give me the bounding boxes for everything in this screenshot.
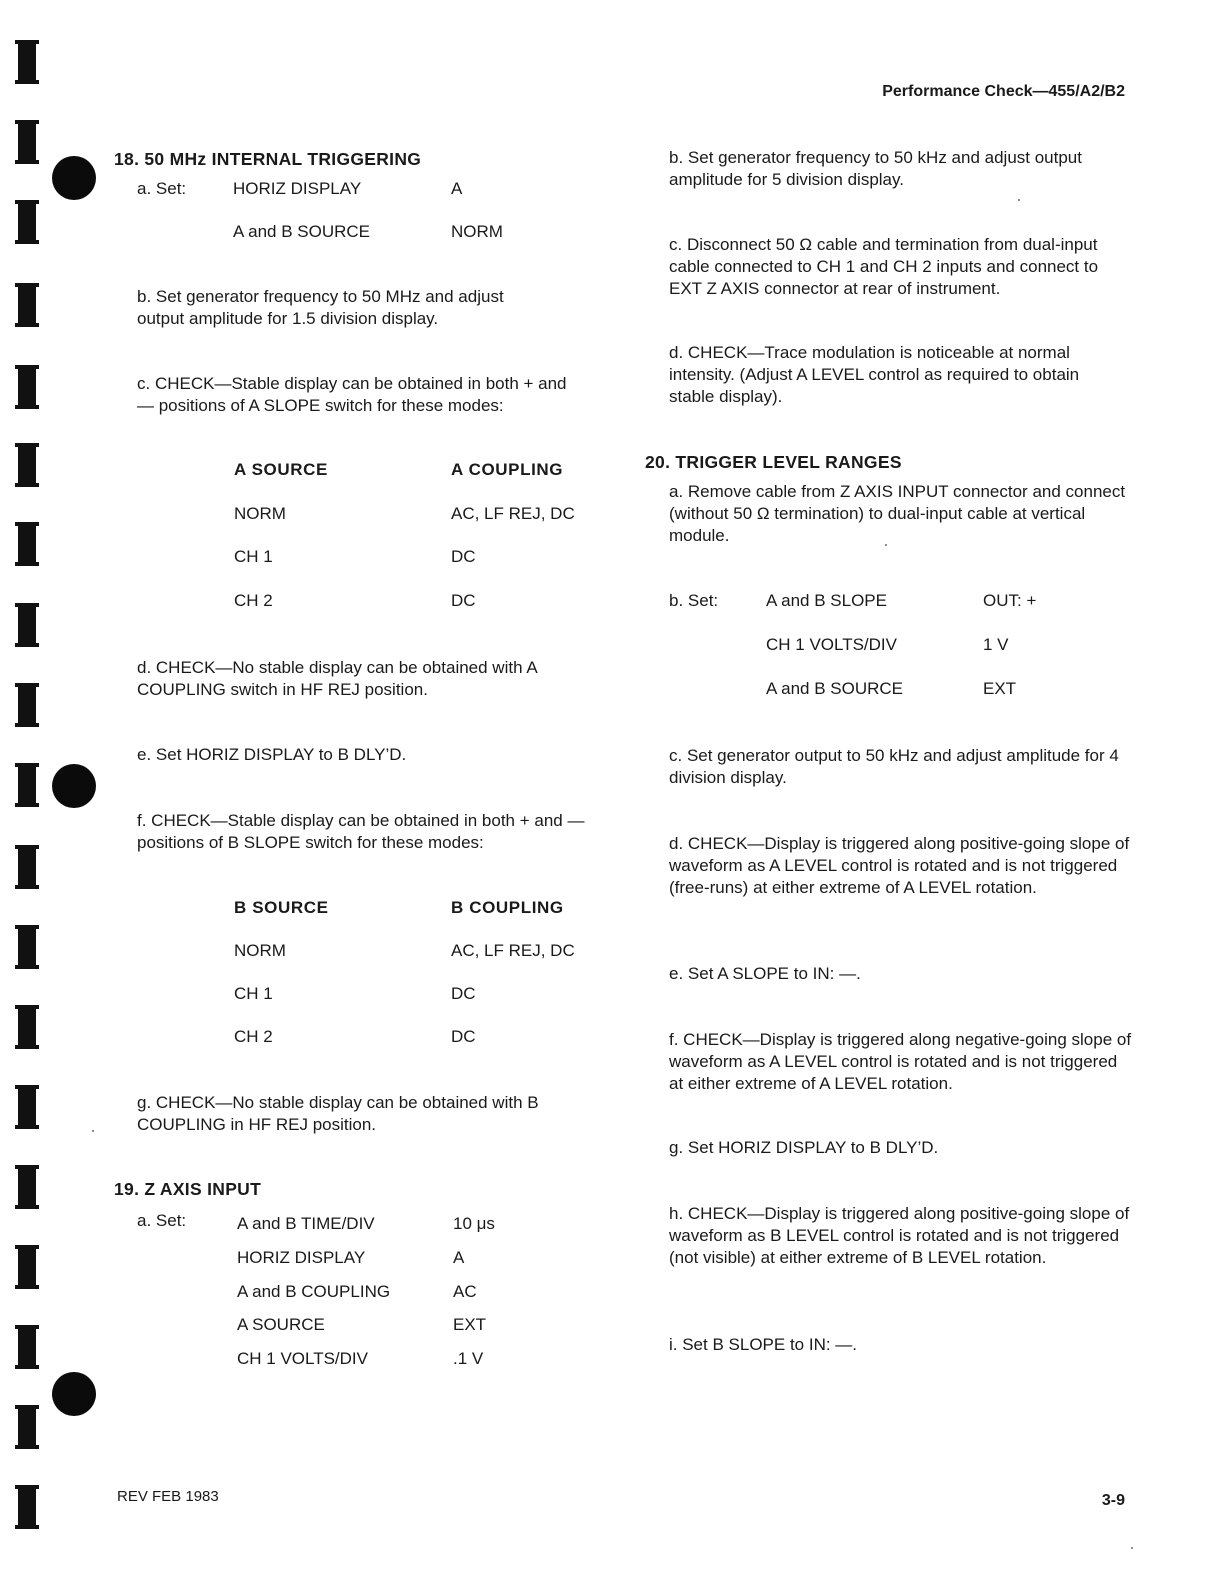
s19-a-label: a. Set: [137,1211,187,1230]
s18-step-g: g. CHECK—No stable display can be obtained with B COUPLING in HF REJ position. [137,1093,539,1134]
s18-step-b: b. Set generator frequency to 50 MHz and adjust output amplitude for 1.5 division display. [137,287,504,328]
s20-step-c: c. Set generator output to 50 kHz and adjust amplitude for 4 division display. [669,746,1119,787]
s20-step-i: i. Set B SLOPE to IN: —. [669,1335,858,1354]
s18-a-setting: HORIZ DISPLAY [233,179,362,198]
table2-header-source: B SOURCE [234,898,329,917]
s20-step-a: a. Remove cable from Z AXIS INPUT connector and connect (without 50 Ω termination) to dual-input cable at vertical module. [669,482,1126,545]
table2-cell-source: CH 1 [234,984,273,1003]
s18-a-setting: A and B SOURCE [233,222,371,241]
s19-a-value: EXT [453,1315,487,1334]
revision-date: REV FEB 1983 [117,1488,219,1505]
s19-a-value: 10 μs [453,1214,495,1233]
punch-hole [52,156,96,200]
speck [92,1130,94,1132]
binding-mark [18,443,36,487]
s20-b-setting: CH 1 VOLTS/DIV [766,635,897,654]
binding-mark [18,925,36,969]
s18-step-f: f. CHECK—Stable display can be obtained in both + and — positions of B SLOPE switch for these modes: [137,811,585,852]
punch-hole [52,764,96,808]
table2-cell-source: CH 2 [234,1027,273,1046]
s18-step-d: d. CHECK—No stable display can be obtained with A COUPLING switch in HF REJ position. [137,658,537,699]
s19-step-d: d. CHECK—Trace modulation is noticeable at normal intensity. (Adjust A LEVEL control as required to obtain stable display). [669,343,1080,406]
section-19-title: 19. Z AXIS INPUT [114,1179,262,1199]
table2-cell-coupling: AC, LF REJ, DC [451,941,575,960]
table1-cell-coupling: AC, LF REJ, DC [451,504,575,523]
binding-mark [18,845,36,889]
binding-mark [18,40,36,84]
table1-cell-coupling: DC [451,591,476,610]
s20-step-h: h. CHECK—Display is triggered along positive-going slope of waveform as B LEVEL control is rotated and is not triggered (not visible) at either extreme of B LEVEL rotation. [669,1204,1130,1267]
s20-b-value: 1 V [983,635,1009,654]
section-18-title: 18. 50 MHz INTERNAL TRIGGERING [114,149,422,169]
binding-mark [18,1485,36,1529]
binding-mark [18,283,36,327]
s20-step-d: d. CHECK—Display is triggered along positive-going slope of waveform as A LEVEL control is rotated and is not triggered (free-runs) at either extreme of A LEVEL rotation. [669,834,1130,897]
s20-b-value: OUT: + [983,591,1037,610]
table1-cell-source: NORM [234,504,286,523]
table2-cell-source: NORM [234,941,286,960]
table1-cell-source: CH 1 [234,547,273,566]
binding-mark [18,365,36,409]
binding-mark [18,683,36,727]
s18-step-c: c. CHECK—Stable display can be obtained in both + and — positions of A SLOPE switch for these modes: [137,374,567,415]
s19-a-setting: HORIZ DISPLAY [237,1248,366,1267]
binding-mark [18,1405,36,1449]
s18-a-value: NORM [451,222,503,241]
table1-header-source: A SOURCE [234,460,328,479]
s20-b-setting: A and B SOURCE [766,679,904,698]
binding-mark [18,120,36,164]
page-header-title: Performance Check—455/A2/B2 [882,83,1125,100]
s18-a-label: a. Set: [137,179,187,198]
s19-a-setting: CH 1 VOLTS/DIV [237,1349,368,1368]
table1-cell-coupling: DC [451,547,476,566]
s19-a-value: .1 V [453,1349,484,1368]
section-20-title: 20. TRIGGER LEVEL RANGES [645,452,902,472]
s18-a-value: A [451,179,463,198]
s19-step-b: b. Set generator frequency to 50 kHz and adjust output amplitude for 5 division display. [669,148,1082,189]
binding-mark [18,1005,36,1049]
binding-mark [18,1085,36,1129]
s20-step-g: g. Set HORIZ DISPLAY to B DLY’D. [669,1138,939,1157]
s20-b-value: EXT [983,679,1017,698]
binding-mark [18,1165,36,1209]
s19-step-c: c. Disconnect 50 Ω cable and termination from dual-input cable connected to CH 1 and CH 2 inputs and connect to EXT Z AXIS connector at rear of instrument. [669,235,1099,298]
speck [1018,199,1020,201]
table1-header-coupling: A COUPLING [451,460,564,479]
table2-cell-coupling: DC [451,984,476,1003]
s20-step-e: e. Set A SLOPE to IN: —. [669,964,861,983]
s19-a-setting: A and B TIME/DIV [237,1214,375,1233]
binding-mark [18,1325,36,1369]
s19-a-value: A [453,1248,465,1267]
s18-step-e: e. Set HORIZ DISPLAY to B DLY’D. [137,745,407,764]
s20-b-setting: A and B SLOPE [766,591,887,610]
binding-mark [18,1245,36,1289]
table1-cell-source: CH 2 [234,591,273,610]
s19-a-setting: A SOURCE [237,1315,325,1334]
s20-step-f: f. CHECK—Display is triggered along negative-going slope of waveform as A LEVEL control is rotated and is not triggered at either extreme of A LEVEL rotation. [669,1030,1132,1093]
table2-header-coupling: B COUPLING [451,898,564,917]
speck [1131,1547,1133,1549]
s19-a-value: AC [453,1282,477,1301]
page-number: 3-9 [1101,1492,1125,1509]
s19-a-setting: A and B COUPLING [237,1282,391,1301]
binding-mark [18,522,36,566]
binding-mark [18,763,36,807]
binding-mark [18,603,36,647]
punch-hole [52,1372,96,1416]
s20-b-label: b. Set: [669,591,719,610]
table2-cell-coupling: DC [451,1027,476,1046]
binding-mark [18,200,36,244]
